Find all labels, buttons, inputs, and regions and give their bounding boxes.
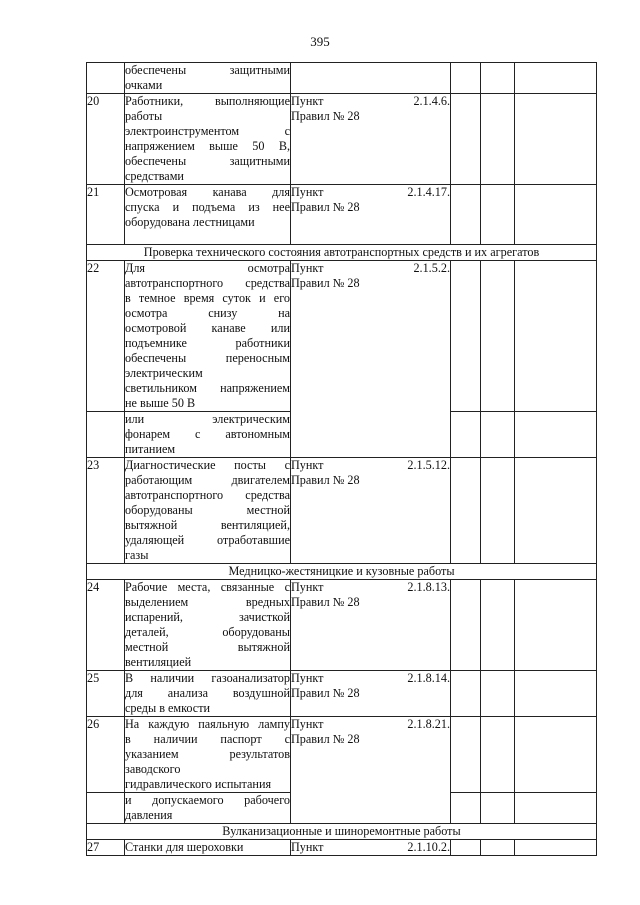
- requirement-line: Станки для шероховки: [125, 840, 244, 854]
- row-number: 22: [87, 261, 125, 412]
- requirement-cell: [125, 717, 291, 793]
- reference-line: [291, 94, 450, 109]
- check-cell[interactable]: [515, 185, 597, 245]
- reference-label: Пункт: [291, 261, 324, 275]
- requirement-line: фонарем с автономным: [125, 427, 290, 441]
- section-row: [87, 564, 597, 580]
- reference-cell: [291, 63, 451, 94]
- requirement-line: или электрическим: [125, 412, 290, 426]
- requirement-line: удаляющей отработавшие: [125, 533, 290, 547]
- reference-label: Пункт: [291, 671, 324, 685]
- requirement-line: гидравлического испытания: [125, 777, 272, 791]
- requirement-cell: [125, 580, 291, 671]
- check-cell[interactable]: [451, 185, 481, 245]
- row-number: 21: [87, 185, 125, 245]
- requirement-line: автотранспортного средства: [125, 276, 290, 290]
- requirement-line: для анализа воздушной: [125, 686, 290, 700]
- reference-clause: 2.1.5.12.: [407, 458, 450, 472]
- check-cell[interactable]: [451, 793, 481, 824]
- requirement-line: питанием: [125, 442, 176, 456]
- check-cell[interactable]: [481, 458, 515, 564]
- check-cell[interactable]: [515, 793, 597, 824]
- requirement-line: напряжением выше 50 В,: [125, 139, 290, 153]
- check-cell[interactable]: [451, 261, 481, 412]
- table-row: [87, 458, 597, 564]
- check-cell[interactable]: [481, 185, 515, 245]
- reference-cell: [291, 580, 451, 671]
- page-number: 395: [310, 34, 330, 49]
- row-number: [87, 412, 125, 458]
- requirement-cell: [125, 261, 291, 412]
- reference-rules: Правил № 28: [291, 686, 360, 700]
- reference-cell: [291, 261, 451, 458]
- reference-cell: [291, 671, 451, 717]
- requirement-line: обеспечены защитными: [125, 154, 290, 168]
- check-cell[interactable]: [515, 261, 597, 412]
- requirement-cell: [125, 94, 291, 185]
- section-row: [87, 245, 597, 261]
- reference-rules: Правил № 28: [291, 732, 360, 746]
- check-cell[interactable]: [451, 458, 481, 564]
- requirement-line: выделением вредных: [125, 595, 290, 609]
- requirement-line: вытяжной вентиляцией,: [125, 518, 290, 532]
- section-heading: Медницко-жестяницкие и кузовные работы: [87, 564, 597, 580]
- requirement-line: заводского: [125, 762, 181, 776]
- requirement-line: не выше 50 В: [125, 396, 196, 410]
- requirement-line: давления: [125, 808, 173, 822]
- requirement-cell: [125, 412, 291, 458]
- table-row: [87, 840, 597, 856]
- check-cell[interactable]: [451, 671, 481, 717]
- requirement-line: местной вытяжной: [125, 640, 290, 654]
- requirement-line: работы: [125, 109, 163, 123]
- reference-clause: 2.1.8.13.: [407, 580, 450, 594]
- requirement-line: осмотра снизу на: [125, 306, 290, 320]
- requirement-line: В наличии газоанализатор: [125, 671, 290, 685]
- requirement-line: осмотровой канаве или: [125, 321, 290, 335]
- requirement-cell: [125, 458, 291, 564]
- check-cell[interactable]: [515, 671, 597, 717]
- check-cell[interactable]: [481, 63, 515, 94]
- check-cell[interactable]: [515, 412, 597, 458]
- requirement-line: обеспечены переносным: [125, 351, 290, 365]
- requirement-line: электроинструментом с: [125, 124, 290, 138]
- requirement-line: электрическим: [125, 366, 203, 380]
- check-cell[interactable]: [481, 793, 515, 824]
- reference-label: Пункт: [291, 717, 324, 731]
- row-number: 26: [87, 717, 125, 793]
- table-row: [87, 671, 597, 717]
- requirement-line: оборудованы местной: [125, 503, 290, 517]
- requirement-line: обеспечены защитными: [125, 63, 290, 77]
- reference-rules: Правил № 28: [291, 200, 360, 214]
- row-number: 25: [87, 671, 125, 717]
- requirement-line: в наличии паспорт с: [125, 732, 290, 746]
- reference-clause: 2.1.4.6.: [413, 94, 450, 108]
- row-number: 24: [87, 580, 125, 671]
- row-number: [87, 63, 125, 94]
- reference-line: [291, 671, 450, 686]
- requirement-line: Осмотровая канава для: [125, 185, 290, 199]
- requirement-line: Для осмотра: [125, 261, 290, 275]
- check-cell[interactable]: [515, 458, 597, 564]
- requirement-cell: [125, 793, 291, 824]
- requirement-cell: [125, 185, 291, 245]
- requirement-line: работающим двигателем: [125, 473, 290, 487]
- reference-line: [291, 458, 450, 473]
- reference-line: [291, 840, 450, 855]
- check-cell[interactable]: [515, 63, 597, 94]
- requirement-cell: [125, 671, 291, 717]
- check-cell[interactable]: [481, 580, 515, 671]
- table-row: [87, 94, 597, 185]
- requirement-line: вентиляцией: [125, 655, 192, 669]
- table-row: [87, 717, 597, 793]
- section-heading: Проверка технического состояния автотранспортных средств и их агрегатов: [87, 245, 597, 261]
- check-cell[interactable]: [481, 840, 515, 856]
- reference-cell: [291, 840, 451, 856]
- requirement-line: деталей, оборудованы: [125, 625, 290, 639]
- reference-rules: Правил № 28: [291, 109, 360, 123]
- requirement-line: и допускаемого рабочего: [125, 793, 290, 807]
- requirement-line: На каждую паяльную лампу: [125, 717, 290, 731]
- reference-clause: 2.1.5.2.: [413, 261, 450, 275]
- requirement-line: испарений, зачисткой: [125, 610, 290, 624]
- reference-line: [291, 717, 450, 732]
- section-heading: Вулканизационные и шиноремонтные работы: [87, 824, 597, 840]
- table-row: [87, 261, 597, 412]
- reference-cell: [291, 458, 451, 564]
- requirement-line: средствами: [125, 169, 184, 183]
- requirement-line: в темное время суток и его: [125, 291, 290, 305]
- requirement-line: газы: [125, 548, 149, 562]
- check-cell[interactable]: [481, 412, 515, 458]
- check-cell[interactable]: [481, 671, 515, 717]
- reference-label: Пункт: [291, 580, 324, 594]
- reference-clause: 2.1.10.2.: [407, 840, 450, 854]
- reference-label: Пункт: [291, 94, 324, 108]
- reference-clause: 2.1.4.17.: [407, 185, 450, 199]
- reference-line: [291, 185, 450, 200]
- check-cell[interactable]: [481, 261, 515, 412]
- check-cell[interactable]: [515, 580, 597, 671]
- row-number: 27: [87, 840, 125, 856]
- checklist-table: [86, 62, 597, 856]
- reference-label: Пункт: [291, 840, 324, 854]
- check-cell[interactable]: [481, 94, 515, 185]
- check-cell[interactable]: [451, 717, 481, 793]
- reference-label: Пункт: [291, 458, 324, 472]
- reference-rules: Правил № 28: [291, 595, 360, 609]
- reference-line: [291, 580, 450, 595]
- reference-cell: [291, 185, 451, 245]
- check-cell[interactable]: [451, 412, 481, 458]
- requirement-line: очками: [125, 78, 163, 92]
- reference-cell: [291, 94, 451, 185]
- requirement-line: среды в емкости: [125, 701, 211, 715]
- check-cell[interactable]: [451, 580, 481, 671]
- table-row: [87, 63, 597, 94]
- requirement-line: автотранспортного средства: [125, 488, 290, 502]
- row-number: 23: [87, 458, 125, 564]
- table-row: [87, 185, 597, 245]
- requirement-line: Работники, выполняющие: [125, 94, 290, 108]
- requirement-line: светильником напряжением: [125, 381, 290, 395]
- requirement-line: указанием результатов: [125, 747, 290, 761]
- check-cell[interactable]: [515, 717, 597, 793]
- check-cell[interactable]: [451, 840, 481, 856]
- reference-clause: 2.1.8.21.: [407, 717, 450, 731]
- section-row: [87, 824, 597, 840]
- reference-rules: Правил № 28: [291, 276, 360, 290]
- row-number: [87, 793, 125, 824]
- reference-line: [291, 261, 450, 276]
- requirement-cell: [125, 840, 291, 856]
- reference-clause: 2.1.8.14.: [407, 671, 450, 685]
- requirement-line: Диагностические посты с: [125, 458, 290, 472]
- reference-rules: Правил № 28: [291, 473, 360, 487]
- row-number: 20: [87, 94, 125, 185]
- reference-cell: [291, 717, 451, 824]
- requirement-line: подъемнике работники: [125, 336, 290, 350]
- requirement-line: оборудована лестницами: [125, 215, 255, 229]
- check-cell[interactable]: [515, 840, 597, 856]
- check-cell[interactable]: [451, 63, 481, 94]
- table-row: [87, 580, 597, 671]
- reference-label: Пункт: [291, 185, 324, 199]
- check-cell[interactable]: [515, 94, 597, 185]
- check-cell[interactable]: [451, 94, 481, 185]
- check-cell[interactable]: [481, 717, 515, 793]
- requirement-line: спуска и подъема из нее: [125, 200, 290, 214]
- requirement-line: Рабочие места, связанные с: [125, 580, 290, 594]
- requirement-cell: [125, 63, 291, 94]
